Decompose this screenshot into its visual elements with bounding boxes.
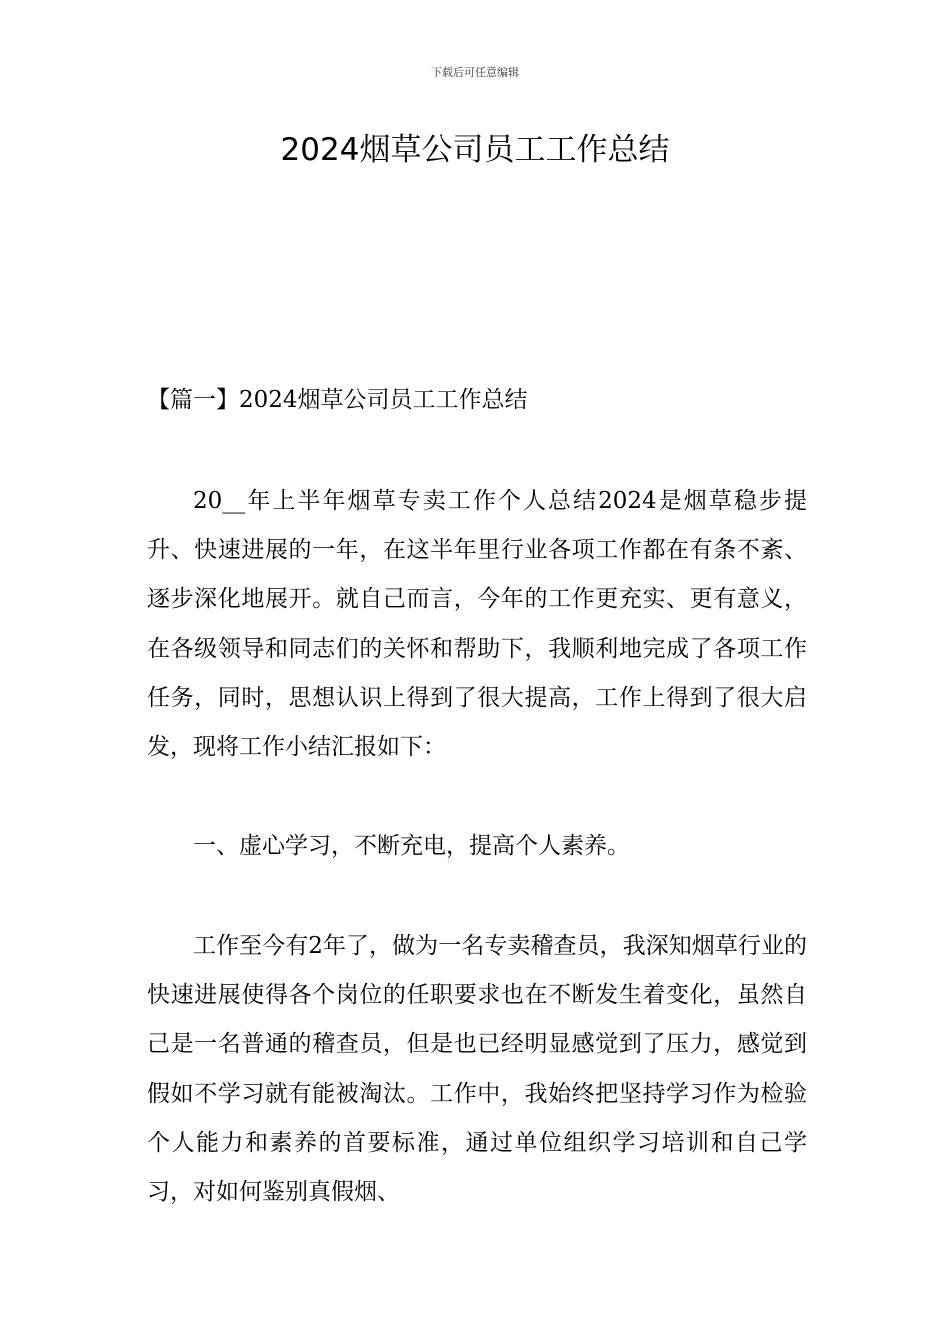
paragraph-subheading: 一、虚心学习，不断充电，提高个人素养。 [193, 833, 630, 859]
document-title: 2024烟草公司员工工作总结 [280, 132, 670, 168]
paragraph-body: 工作至今有2年了，做为一名专卖稽查员，我深知烟草行业的快速进展使得各个岗位的任职要求也在不断发生着变化，虽然自己是一名普通的稽查员，但是也已经明显感觉到了压力，感觉到假如不学习就有能被淘汰。工作中，我始终把坚持学习作为检验个人能力和素养的首要标准，通过单位组织学习培训和自己学习，对如何鉴别真假烟、 [147, 933, 807, 1206]
section-heading: 【篇一】2024烟草公司员工工作总结 [147, 387, 528, 413]
header-note: 下载后可任意编辑 [431, 66, 519, 79]
paragraph-intro: 20__年上半年烟草专卖工作个人总结2024是烟草稳步提升、快速进展的一年，在这半年里行业各项工作都在有条不紊、逐步深化地展开。就自己而言，今年的工作更充实、更有意义，在各级领导和同志们的关怀和帮助下，我顺利地完成了各项工作任务，同时，思想认识上得到了很大提高，工作上得到了很大启发，现将工作小结汇报如下： [147, 488, 807, 761]
